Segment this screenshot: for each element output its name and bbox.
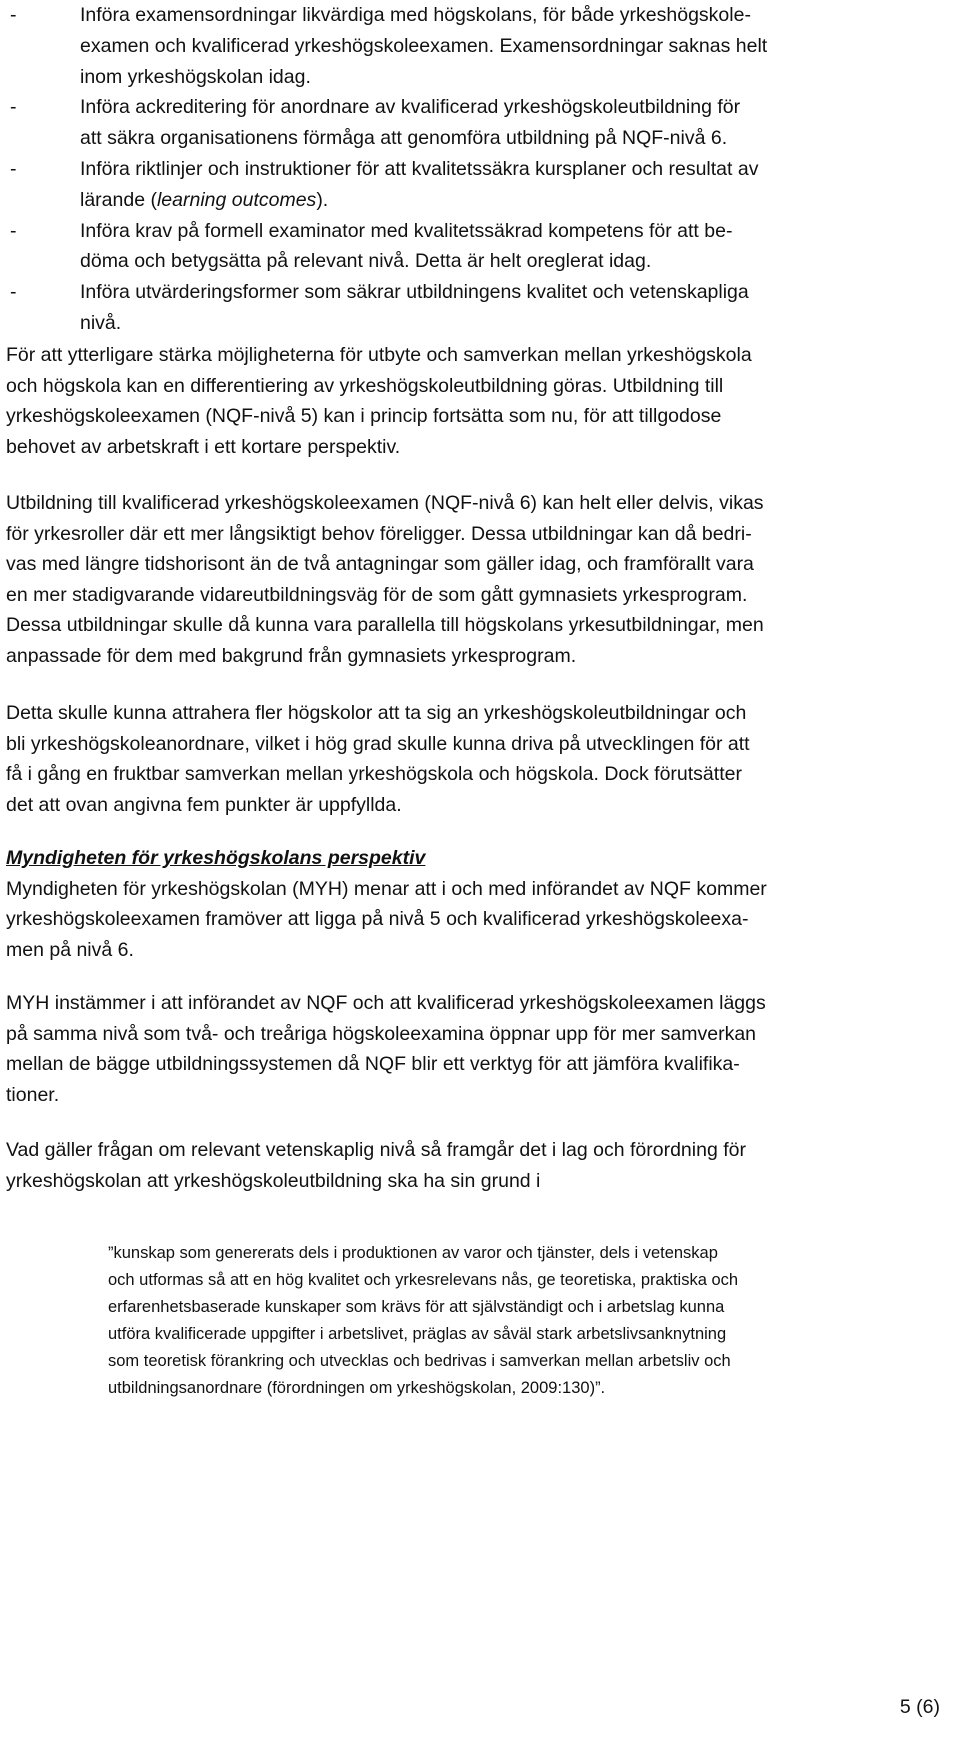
text-line: bli yrkeshögskoleanordnare, vilket i hög grad skulle kunna driva på utvecklingen för att <box>6 732 750 755</box>
text-line: yrkeshögskolan att yrkeshögskoleutbildning ska ha sin grund i <box>6 1169 541 1192</box>
list-text-line: Införa examensordningar likvärdiga med högskolans, för både yrkeshögskole- <box>80 4 751 26</box>
list-text-line: inom yrkeshögskolan idag. <box>80 65 311 88</box>
quote-line: utbildningsanordnare (förordningen om yrkeshögskolan, 2009:130)”. <box>108 1379 606 1397</box>
list-text-line: Införa riktlinjer och instruktioner för att kvalitetssäkra kursplaner och resultat av <box>80 157 759 180</box>
list-text-line: Införa krav på formell examinator med kvalitetssäkrad kompetens för att be- <box>80 219 733 242</box>
list-item <box>6 0 886 92</box>
paragraph-myh-agree <box>6 988 862 1110</box>
text-line: Detta skulle kunna attrahera fler högskolor att ta sig an yrkeshögskoleutbildningar och <box>6 702 747 724</box>
list-item <box>6 92 886 154</box>
list-text-line: lärande ( <box>80 188 157 211</box>
text-line: det att ovan angivna fem punkter är uppfyllda. <box>6 793 402 816</box>
text-line: behovet av arbetskraft i ett kortare perspektiv. <box>6 435 401 458</box>
list-text-line: Införa ackreditering för anordnare av kvalificerad yrkeshögskoleutbildning för <box>80 96 741 119</box>
quote-line: utföra kvalificerade uppgifter i arbetslivet, präglas av såväl stark arbetslivsanknytning <box>108 1325 727 1343</box>
paragraph-attract <box>6 698 862 820</box>
paragraph-differentiation <box>6 340 862 462</box>
text-line: på samma nivå som två- och treåriga högskoleexamina öppnar upp för mer samverkan <box>6 1022 757 1045</box>
italic-term: learning outcomes <box>156 188 317 211</box>
quote-line: ”kunskap som genererats dels i produktionen av varor och tjänster, dels i vetenskap <box>108 1244 718 1262</box>
list-text-line: examen och kvalificerad yrkeshögskoleexamen. Examensordningar saknas helt <box>80 34 768 57</box>
text-line: Dessa utbildningar skulle då kunna vara parallella till högskolans yrkesutbildningar, men <box>6 614 764 637</box>
quote-line: erfarenhetsbaserade kunskaper som krävs för att självständigt och i arbetslag kunna <box>108 1298 725 1316</box>
list-dash: - <box>10 219 17 242</box>
text-line: Utbildning till kvalificerad yrkeshögskoleexamen (NQF-nivå 6) kan helt eller delvis, vikas <box>6 492 764 514</box>
text-line: men på nivå 6. <box>6 938 134 961</box>
list-item <box>6 216 886 278</box>
list-text-line: nivå. <box>80 311 122 334</box>
block-quote <box>108 1240 868 1402</box>
text-line: anpassade för dem med bakgrund från gymnasiets yrkesprogram. <box>6 644 577 667</box>
text-line: tioner. <box>6 1083 60 1106</box>
text-line: Vad gäller frågan om relevant vetenskaplig nivå så framgår det i lag och förordning för <box>6 1139 746 1161</box>
quote-line: som teoretisk förankring och utvecklas och bedrivas i samverkan mellan arbetsliv och <box>108 1352 731 1370</box>
text-line: yrkeshögskoleexamen framöver att ligga på nivå 5 och kvalificerad yrkeshögskoleexa- <box>6 908 749 931</box>
requirements-list <box>6 0 886 339</box>
paragraph-scientific-level <box>6 1135 862 1196</box>
text-line: mellan de bägge utbildningssystemen då NQF blir ett verktyg för att jämföra kvalifika- <box>6 1053 740 1076</box>
paragraph-level6 <box>6 488 862 672</box>
text-line: Myndigheten för yrkeshögskolan (MYH) menar att i och med införandet av NQF kommer <box>6 877 767 900</box>
list-text-line: döma och betygsätta på relevant nivå. Detta är helt oreglerat idag. <box>80 250 652 273</box>
text-line: en mer stadigvarande vidareutbildningsväg för de som gått gymnasiets yrkesprogram. <box>6 583 748 606</box>
text-line: För att ytterligare stärka möjligheterna för utbyte och samverkan mellan yrkeshögskola <box>6 344 752 366</box>
quote-line: och utformas så att en hög kvalitet och yrkesrelevans nås, ge teoretiska, praktiska och <box>108 1271 739 1289</box>
text-line: och högskola kan en differentiering av yrkeshögskoleutbildning göras. Utbildning till <box>6 374 724 397</box>
section-myh <box>6 843 862 965</box>
text-line: yrkeshögskoleexamen (NQF-nivå 5) kan i princip fortsätta som nu, för att tillgodose <box>6 405 722 428</box>
section-heading: Myndigheten för yrkeshögskolans perspektiv <box>6 847 426 869</box>
text-line: för yrkesroller där ett mer långsiktigt behov föreligger. Dessa utbildningar kan då bedri- <box>6 522 752 545</box>
list-dash: - <box>10 281 17 304</box>
list-text-line: ). <box>316 188 329 211</box>
list-dash: - <box>10 96 17 119</box>
list-item <box>6 277 886 339</box>
list-dash: - <box>10 157 17 180</box>
text-line: MYH instämmer i att införandet av NQF och att kvalificerad yrkeshögskoleexamen läggs <box>6 992 766 1014</box>
list-dash: - <box>10 4 17 26</box>
text-line: vas med längre tidshorisont än de två antagningar som gäller idag, och framförallt vara <box>6 553 754 576</box>
list-text-line: att säkra organisationens förmåga att genomföra utbildning på NQF-nivå 6. <box>80 127 728 150</box>
text-line: få i gång en fruktbar samverkan mellan yrkeshögskola och högskola. Dock förutsätter <box>6 763 742 786</box>
page-number: 5 (6) <box>899 1696 940 1718</box>
list-text-line: Införa utvärderingsformer som säkrar utbildningens kvalitet och vetenskapliga <box>80 281 749 304</box>
list-item <box>6 154 886 216</box>
